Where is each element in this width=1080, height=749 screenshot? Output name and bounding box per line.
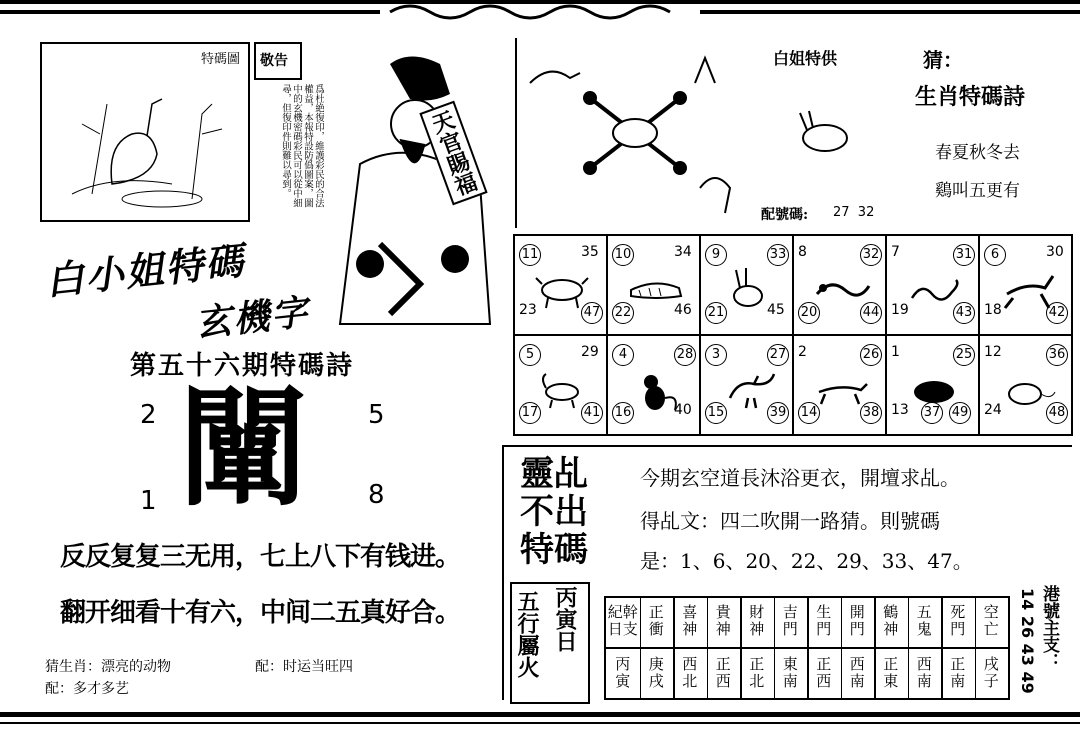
table-header: 五 鬼 — [916, 603, 932, 638]
hk-master-numbers: 14 26 43 49 — [1018, 588, 1037, 694]
source-label: 白姐特供 — [773, 49, 838, 68]
digit-bottom-right: 8 — [368, 480, 385, 510]
brand-line2: 玄機字 — [193, 291, 312, 345]
zodiac-cell-horse — [980, 236, 1073, 336]
top-rule-left — [0, 10, 380, 14]
table-cell: 西 南 — [916, 655, 932, 690]
zodiac-cell-dragon — [794, 236, 887, 336]
zodiac-number: 32 — [860, 244, 882, 266]
day-element-box — [510, 582, 590, 704]
zodiac-number: 18 — [984, 302, 1002, 318]
table-header: 財 神 — [749, 603, 765, 638]
table-header: 死 門 — [950, 603, 966, 638]
zodiac-number: 10 — [612, 244, 634, 266]
guess-zodiac-hint: 猜生肖：漂亮的动物 — [45, 659, 171, 675]
zodiac-number: 3 — [705, 344, 727, 366]
poem-line1: 春夏秋冬去 — [935, 143, 1020, 163]
zodiac-cell-rabbit — [701, 236, 794, 336]
table-cell: 正 西 — [816, 655, 832, 690]
cross-animals-illustration — [525, 43, 765, 223]
table-cell: 正 南 — [950, 655, 966, 690]
zodiac-number: 19 — [891, 302, 909, 318]
zodiac-number: 36 — [1046, 344, 1068, 366]
zodiac-number: 12 — [984, 344, 1002, 360]
zodiac-number: 39 — [767, 402, 789, 424]
zodiac-number: 21 — [705, 302, 727, 324]
table-cell: 正 西 — [715, 655, 731, 690]
zodiac-number: 13 — [891, 402, 909, 418]
zodiac-number: 24 — [984, 402, 1002, 418]
direction-table — [604, 596, 1010, 700]
zodiac-number: 42 — [1046, 302, 1068, 324]
table-header: 鶴 神 — [883, 603, 899, 638]
table-cell: 丙 寅 — [615, 655, 631, 690]
notice-title-box — [254, 42, 302, 80]
zodiac-number: 37 — [921, 402, 943, 424]
pair-hint-2: 配：多才多艺 — [45, 681, 129, 697]
zodiac-number: 17 — [519, 402, 541, 424]
zodiac-number: 28 — [674, 344, 696, 366]
zodiac-cell-rooster — [701, 336, 794, 436]
zodiac-number: 23 — [519, 302, 537, 318]
zodiac-number: 26 — [860, 344, 882, 366]
table-cell: 正 東 — [883, 655, 899, 690]
five-elements-text: 五行屬火 — [514, 590, 540, 678]
zodiac-number: 48 — [1046, 402, 1068, 424]
table-header: 吉 門 — [782, 603, 798, 638]
zodiac-cell-dog — [794, 336, 887, 436]
zodiac-number: 49 — [949, 402, 971, 424]
table-header: 生 門 — [816, 603, 832, 638]
table-header: 正 衝 — [648, 603, 664, 638]
notice-text: 爲杜絶復印，維護彩民的合法權益，本報特設防僞圖案，圖中的玄機密碼彩民可以從中細尋，但復印件則難以尋到。 — [280, 84, 324, 208]
digit-bottom-left: 1 — [140, 486, 157, 516]
zodiac-number: 40 — [674, 402, 692, 418]
zodiac-number: 47 — [581, 302, 603, 324]
poem-line2: 翻开细看十有六，中间二五真好合。 — [60, 598, 461, 628]
hk-master-label: 港號主支： — [1039, 585, 1059, 670]
table-cell: 庚 戌 — [648, 655, 664, 690]
table-header: 開 門 — [849, 603, 865, 638]
spirit-side-title: 靈乩不出特碼 — [520, 454, 588, 570]
zodiac-cell-snake — [887, 236, 980, 336]
table-header: 空 亡 — [983, 603, 999, 638]
poem-title: 生肖特碼詩 — [915, 84, 1026, 110]
zodiac-number: 6 — [984, 244, 1006, 266]
zodiac-number: 27 — [767, 344, 789, 366]
top-banner-decoration — [380, 0, 700, 20]
day-pillar-text: 丙寅日 — [552, 586, 578, 652]
spirit-text-3: 是：1、6、20、22、29、33、47。 — [640, 549, 973, 573]
spirit-text-2: 得乩文：四二吹開一路猜。則號碼 — [640, 509, 940, 533]
poem-line2: 鷄叫五更有 — [935, 181, 1020, 201]
zodiac-cell-pig — [887, 336, 980, 436]
vertical-divider — [502, 445, 504, 700]
zodiac-number: 20 — [798, 302, 820, 324]
rabbit-icon — [795, 108, 855, 158]
zodiac-number: 35 — [581, 244, 599, 260]
zodiac-number: 33 — [767, 244, 789, 266]
zodiac-cell-tiger — [608, 236, 701, 336]
picture-caption: 特碼圖 — [200, 52, 240, 67]
zodiac-number: 4 — [612, 344, 634, 366]
big-character: 闡 — [178, 371, 309, 524]
table-cell: 正 北 — [749, 655, 765, 690]
section-divider — [502, 445, 1072, 447]
zodiac-number-grid — [513, 234, 1073, 436]
issue-poem-title: 第五十六期特碼詩 — [130, 351, 355, 381]
zodiac-number: 16 — [612, 402, 634, 424]
pair-label: 配號碼: — [761, 207, 809, 223]
table-cell: 戌 子 — [983, 655, 999, 690]
zodiac-cell-monkey — [608, 336, 701, 436]
top-rule-right — [700, 10, 1080, 14]
deity-illustration — [300, 44, 505, 334]
pair-numbers: 27 32 — [833, 205, 875, 220]
zodiac-number: 2 — [798, 344, 807, 360]
table-cell: 西 南 — [849, 655, 865, 690]
zodiac-number: 5 — [519, 344, 541, 366]
zodiac-number: 8 — [798, 244, 807, 260]
brand-line1: 白小姐特碼 — [43, 237, 248, 304]
table-cell: 西 北 — [682, 655, 698, 690]
bottom-rule-thin — [0, 722, 1080, 724]
table-header: 喜 神 — [682, 603, 698, 638]
special-code-picture — [40, 42, 250, 222]
zodiac-number: 25 — [953, 344, 975, 366]
zodiac-number: 44 — [860, 302, 882, 324]
zodiac-number: 31 — [953, 244, 975, 266]
zodiac-number: 11 — [519, 244, 541, 266]
digit-top-right: 5 — [368, 400, 385, 430]
crane-illustration — [52, 74, 242, 214]
zodiac-poem-panel — [515, 38, 1075, 228]
table-cell: 東 南 — [782, 655, 798, 690]
zodiac-number: 9 — [705, 244, 727, 266]
notice-title: 敬告 — [260, 53, 288, 69]
zodiac-number: 43 — [953, 302, 975, 324]
zodiac-cell-ox — [515, 236, 608, 336]
zodiac-cell-goat — [515, 336, 608, 436]
zodiac-number: 45 — [767, 302, 785, 318]
zodiac-number: 1 — [891, 344, 900, 360]
blessing-banner: 天官賜福 — [419, 101, 487, 206]
zodiac-number: 7 — [891, 244, 900, 260]
digit-top-left: 2 — [140, 400, 157, 430]
zodiac-number: 34 — [674, 244, 692, 260]
zodiac-number: 22 — [612, 302, 634, 324]
zodiac-cell-rat — [980, 336, 1073, 436]
zodiac-number: 41 — [581, 402, 603, 424]
table-header: 紀幹 日支 — [607, 603, 638, 638]
guess-label: 猜： — [923, 48, 963, 72]
zodiac-number: 38 — [860, 402, 882, 424]
bottom-rule — [0, 712, 1080, 717]
table-header: 貴 神 — [715, 603, 731, 638]
zodiac-number: 29 — [581, 344, 599, 360]
zodiac-number: 15 — [705, 402, 727, 424]
zodiac-number: 30 — [1046, 244, 1064, 260]
zodiac-number: 46 — [674, 302, 692, 318]
poem-line1: 反反复复三无用，七上八下有钱进。 — [60, 542, 461, 572]
zodiac-number: 14 — [798, 402, 820, 424]
spirit-text-1: 今期玄空道長沐浴更衣，開壇求乩。 — [640, 466, 960, 490]
pair-hint-1: 配：时运当旺四 — [255, 659, 353, 675]
